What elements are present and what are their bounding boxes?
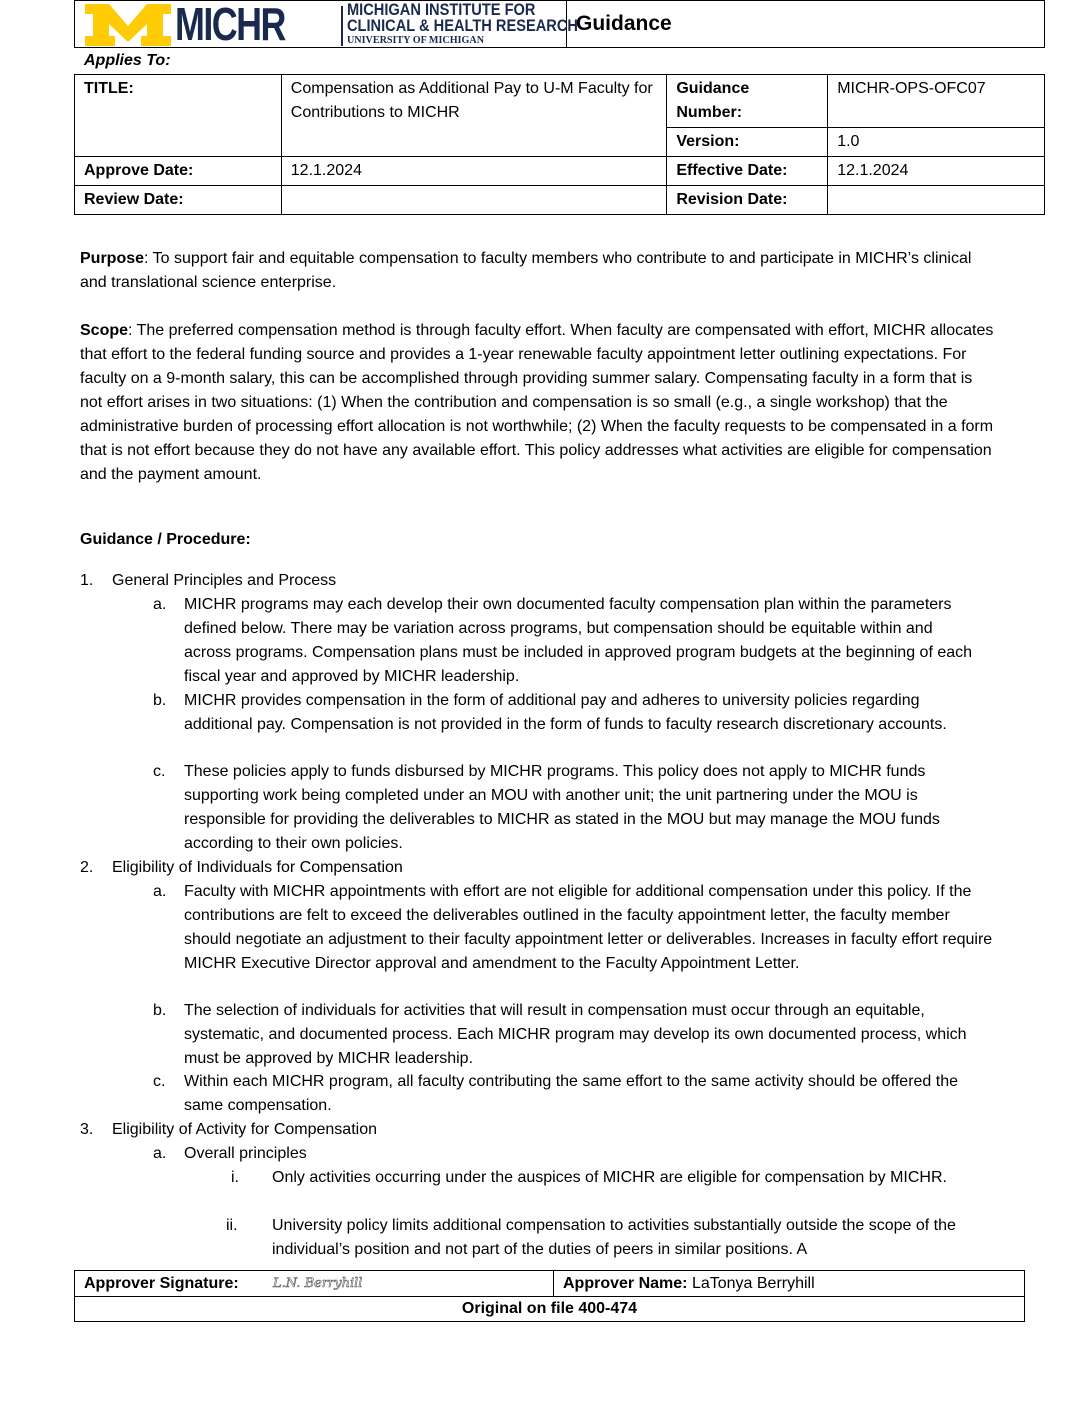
approve-date-label: Approve Date: xyxy=(75,157,282,186)
list-item: MICHR provides compensation in the form of additional pay and adheres to university policies regarding additional pay. Compensation is not provided in the form of funds to faculty research discretionary accounts. xyxy=(184,692,947,733)
purpose-label: Purpose xyxy=(80,250,145,267)
subitem-label: i. xyxy=(231,1169,239,1186)
signature-text: L.N. Berryhill xyxy=(273,1276,363,1291)
institute-line-1: MICHIGAN INSTITUTE FOR xyxy=(347,0,536,19)
document-header xyxy=(74,0,1045,48)
purpose-paragraph xyxy=(80,247,995,295)
approver-name-label: Approver Name: xyxy=(563,1275,688,1292)
list-item: Faculty with MICHR appointments with effort are not eligible for additional compensation under this policy. If the contributions are felt to exceed the deliverables outlined in the faculty appointment letter, the faculty member should negotiate an adjustment to their faculty appointment letter or deliverables. Increases in faculty effort require MICHR Executive Director approval and amendment to the Faculty Appointment Letter. xyxy=(184,883,993,972)
review-date-value xyxy=(281,186,667,215)
procedure-heading: Guidance / Procedure: xyxy=(80,531,251,548)
michr-wordmark: MICHR xyxy=(175,0,285,50)
item-label: c. xyxy=(153,1073,166,1090)
scope-paragraph xyxy=(80,319,995,487)
item-label: a. xyxy=(153,883,167,900)
scope-label: Scope xyxy=(80,322,129,339)
list-item: MICHR programs may each develop their own documented faculty compensation plan within the parameters defined below. There may be variation across programs, but compensation should be equitable within and across programs. Compensation plans must be included in approved program budgets at the beginning of each fiscal year and approved by MICHR leadership. xyxy=(184,596,973,685)
item-label: c. xyxy=(153,763,166,780)
effective-date-label: Effective Date: xyxy=(667,157,828,186)
list-item: The selection of individuals for activities that will result in compensation must occur through an equitable, systematic, and documented process. Each MICHR program may develop its own documented process, which must be approved by MICHR leadership. xyxy=(184,1002,967,1067)
revision-date-value xyxy=(828,186,1045,215)
section-3-title: Eligibility of Activity for Compensation xyxy=(112,1121,377,1138)
approval-footer xyxy=(74,1270,1025,1322)
review-date-label: Review Date: xyxy=(75,186,282,215)
signature-cell xyxy=(75,1271,554,1296)
list-item: Within each MICHR program, all faculty contributing the same effort to the same activity should be offered the same compensation. xyxy=(184,1073,959,1114)
item-label: b. xyxy=(153,692,167,709)
list-item: Overall principles xyxy=(184,1145,307,1162)
document-body xyxy=(80,247,995,487)
item-label: a. xyxy=(153,1145,167,1162)
scope-text: : The preferred compensation method is through faculty effort. When faculty are compensated with effort, MICHR allocates that effort to the federal funding source and provides a 1-year renewable faculty appointment letter outlining expectations. For faculty on a 9-month salary, this can be accomplished through providing summer salary. Compensating faculty in a form that is not effort arises in two situations: (1) When the contribution and compensation is so small (e.g., a single workshop) that the administrative burden of processing effort allocation is not worthwhile; (2) When the faculty requests to be compensated in a form that is not effort because they do not have any available effort. This policy addresses what activities are eligible for compensation and the payment amount. xyxy=(80,322,994,483)
signature-label: Approver Signature: xyxy=(84,1275,239,1292)
section-1-number: 1. xyxy=(80,572,94,589)
effective-date-value: 12.1.2024 xyxy=(828,157,1045,186)
title-value: Compensation as Additional Pay to U-M Faculty for Contributions to MICHR xyxy=(281,75,667,157)
subitem-label: ii. xyxy=(226,1217,238,1234)
michr-logo xyxy=(75,0,578,50)
list-item: These policies apply to funds disbursed by MICHR programs. This policy does not apply to MICHR funds supporting work being completed under an MOU with another unit; the unit partnering under the MOU is responsible for providing the deliverables to MICHR as stated in the MOU but may manage the MOU funds according to their own policies. xyxy=(184,763,940,852)
item-label: a. xyxy=(153,596,167,613)
original-on-file: Original on file 400-474 xyxy=(461,1300,638,1317)
title-label: TITLE: xyxy=(75,75,282,157)
purpose-text: : To support fair and equitable compensation to faculty members who contribute to and participate in MICHR’s clinical and translational science enterprise. xyxy=(80,250,972,291)
institute-name xyxy=(347,2,616,46)
doc-type-title: Guidance xyxy=(576,12,672,35)
guidance-number-value: MICHR-OPS-OFC07 xyxy=(828,75,1045,128)
sub-list-item: Only activities occurring under the auspices of MICHR are eligible for compensation by MICHR. xyxy=(272,1169,947,1186)
section-1-title: General Principles and Process xyxy=(112,572,337,589)
document-info-table xyxy=(74,74,1045,215)
approver-name-value: LaTonya Berryhill xyxy=(691,1275,815,1292)
version-value: 1.0 xyxy=(828,128,1045,157)
applies-to-label: Applies To: xyxy=(84,52,171,69)
logo-divider xyxy=(341,6,343,46)
approve-date-value: 12.1.2024 xyxy=(281,157,667,186)
university-name: UNIVERSITY OF MICHIGAN xyxy=(347,34,485,46)
section-3-number: 3. xyxy=(80,1121,94,1138)
revision-date-label: Revision Date: xyxy=(667,186,828,215)
section-2-title: Eligibility of Individuals for Compensation xyxy=(112,859,403,876)
section-2-number: 2. xyxy=(80,859,94,876)
handwritten-signature xyxy=(271,1272,411,1294)
block-m-logo-icon xyxy=(85,4,171,46)
guidance-number-label: Guidance Number: xyxy=(667,75,828,128)
institute-line-2: CLINICAL & HEALTH RESEARCH xyxy=(347,16,578,35)
item-label: b. xyxy=(153,1002,167,1019)
version-label: Version: xyxy=(667,128,828,157)
sub-list-item: University policy limits additional compensation to activities substantially outside the scope of the individual’s position and not part of the duties of peers in similar positions. A xyxy=(272,1217,956,1258)
approver-name-cell xyxy=(554,1271,1024,1296)
